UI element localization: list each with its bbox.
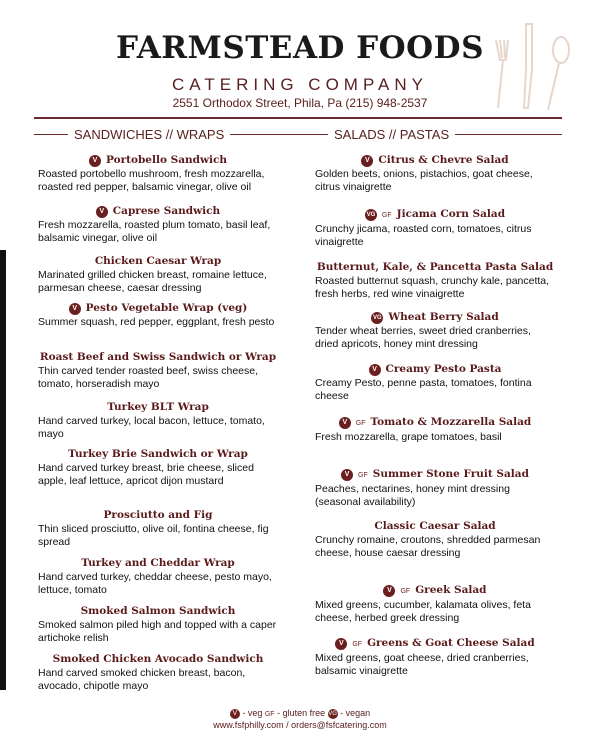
menu-item-name: Turkey and Cheddar Wrap — [81, 557, 235, 569]
menu-item-name: Tomato & Mozzarella Salad — [370, 416, 532, 428]
menu-item — [315, 261, 555, 301]
menu-item-title — [315, 584, 555, 598]
menu-item-title — [38, 205, 278, 218]
menu-item-title — [38, 401, 278, 414]
gf-badge: GF — [264, 711, 275, 718]
menu-item-name: Greens & Goat Cheese Salad — [367, 637, 535, 649]
menu-item-title — [38, 255, 278, 268]
menu-item-description: Roasted butternut squash, crunchy kale, pancetta, fresh herbs, red wine vinaigrette — [315, 275, 550, 300]
menu-item-name: Pesto Vegetable Wrap (veg) — [85, 302, 248, 314]
menu-item-title — [315, 154, 555, 167]
menu-item-description: Crunchy jicama, roasted corn, tomatoes, citrus vinaigrette — [315, 223, 532, 248]
menu-item-title — [315, 468, 555, 482]
menu-item — [38, 351, 278, 391]
menu-item-description: Summer squash, red pepper, eggplant, fresh pesto — [38, 316, 275, 328]
menu-item-description: Marinated grilled chicken breast, romaine lettuce, parmesan cheese, caesar dressing — [38, 269, 267, 294]
vegan-badge-icon: VG — [371, 312, 383, 324]
menu-item-description: Smoked salmon piled high and topped with a caper artichoke relish — [38, 619, 277, 644]
menu-item-name: Butternut, Kale, & Pancetta Pasta Salad — [316, 261, 554, 273]
veg-badge-icon: V — [96, 206, 108, 218]
contact-info: www.fsfphilly.com / orders@fsfcatering.com — [213, 720, 387, 730]
divider — [34, 134, 68, 135]
vegan-badge-icon: VG — [328, 711, 337, 717]
gluten-free-tag: GF — [358, 472, 368, 479]
gluten-free-tag: GF — [381, 212, 392, 219]
gluten-free-tag: GF — [352, 641, 363, 648]
menu-item — [315, 637, 555, 678]
menu-item-name: Roast Beef and Swiss Sandwich or Wrap — [39, 351, 277, 363]
company-subtitle: CATERING COMPANY — [172, 75, 428, 94]
menu-item — [315, 363, 555, 403]
section-title: SANDWICHES // WRAPS — [74, 127, 225, 142]
veg-badge-icon: V — [339, 417, 351, 429]
divider — [455, 134, 562, 135]
menu-item-title — [38, 605, 278, 618]
menu-item-description: Tender wheat berries, sweet dried cranberries, dried apricots, honey mint dressing — [315, 325, 531, 350]
veg-badge-icon: V — [341, 469, 353, 481]
menu-item-title — [315, 416, 555, 430]
menu-item-name: Jicama Corn Salad — [396, 208, 506, 220]
section-salads-header — [298, 127, 562, 142]
veg-badge-icon: V — [89, 155, 101, 167]
veg-badge-icon: V — [230, 709, 240, 719]
menu-item-title — [38, 509, 278, 522]
menu-item — [38, 154, 278, 194]
menu-item — [315, 520, 555, 560]
menu-item-title — [315, 208, 555, 222]
veg-badge-icon: V — [369, 364, 381, 376]
menu-item-title — [315, 311, 555, 324]
menu-item-name: Prosciutto and Fig — [103, 509, 213, 521]
menu-item-title — [315, 520, 555, 533]
menu-item-title — [38, 448, 278, 461]
menu-item — [315, 584, 555, 625]
legend-veg: - veg — [239, 708, 265, 718]
menu-item — [38, 605, 278, 645]
menu-item — [38, 509, 278, 549]
menu-item-description: Golden beets, onions, pistachios, goat cheese, citrus vinaigrette — [315, 168, 533, 193]
header-divider — [34, 117, 562, 119]
menu-item — [38, 302, 278, 329]
menu-item — [38, 448, 278, 488]
veg-badge-icon: V — [361, 155, 373, 167]
menu-item-title — [38, 557, 278, 570]
menu-item-description: Hand carved turkey breast, brie cheese, sliced apple, leaf lettuce, apricot dijon mustard — [38, 462, 254, 487]
veg-badge-icon: V — [383, 585, 395, 597]
menu-item-description: Fresh mozzarella, grape tomatoes, basil — [315, 431, 502, 443]
legend-vegan: - vegan — [337, 708, 371, 718]
menu-item — [38, 401, 278, 441]
page-edge — [0, 250, 6, 690]
menu-item-description: Thin sliced prosciutto, olive oil, fontina cheese, fig spread — [38, 523, 269, 548]
legend-gf: - gluten free — [274, 708, 328, 718]
menu-item-description: Fresh mozzarella, roasted plum tomato, basil leaf, balsamic vinegar, olive oil — [38, 219, 271, 244]
menu-item — [315, 416, 555, 444]
menu-item — [38, 653, 278, 693]
menu-item-name: Caprese Sandwich — [112, 205, 221, 217]
dietary-legend — [0, 708, 600, 720]
menu-item-name: Turkey Brie Sandwich or Wrap — [68, 448, 248, 460]
footer — [0, 708, 600, 731]
veg-badge-icon: V — [335, 638, 347, 650]
menu-item — [315, 468, 555, 509]
menu-item — [315, 311, 555, 351]
menu-item-name: Turkey BLT Wrap — [107, 401, 209, 413]
company-address: 2551 Orthodox Street, Phila, Pa (215) 948-2537 — [172, 96, 428, 110]
menu-item-title — [315, 637, 555, 651]
menu-item-title — [38, 653, 278, 666]
menu-item-name: Portobello Sandwich — [105, 154, 228, 166]
menu-item-title — [38, 154, 278, 167]
menu-item-name: Smoked Chicken Avocado Sandwich — [52, 653, 264, 665]
menu-item-description: Mixed greens, cucumber, kalamata olives, feta cheese, herbed greek dressing — [315, 599, 531, 624]
menu-item-description: Hand carved turkey, local bacon, lettuce, tomato, mayo — [38, 415, 265, 440]
veg-badge-icon: V — [69, 303, 81, 315]
menu-item-title — [38, 351, 278, 364]
divider — [230, 134, 298, 135]
menu-item-description: Crunchy romaine, croutons, shredded parmesan cheese, house caesar dressing — [315, 534, 541, 559]
menu-item-name: Smoked Salmon Sandwich — [80, 605, 236, 617]
menu-item — [38, 557, 278, 597]
gluten-free-tag: GF — [400, 588, 411, 595]
menu-item-description: Hand carved smoked chicken breast, bacon, avocado, chipotle mayo — [38, 667, 246, 692]
menu-item-name: Wheat Berry Salad — [388, 311, 499, 323]
menu-item-name: Chicken Caesar Wrap — [94, 255, 222, 267]
menu-item-description: Peaches, nectarines, honey mint dressing (seasonal availability) — [315, 483, 510, 508]
menu-item-name: Greek Salad — [415, 584, 487, 596]
gluten-free-tag: GF — [355, 420, 366, 427]
menu-item — [315, 154, 555, 194]
section-sandwiches-header — [34, 127, 298, 142]
menu-item-description: Thin carved tender roasted beef, swiss cheese, tomato, horseradish mayo — [38, 365, 259, 390]
divider — [298, 134, 328, 135]
menu-item-description: Mixed greens, goat cheese, dried cranberries, balsamic vinaigrette — [315, 652, 529, 677]
menu-item — [315, 208, 555, 249]
menu-item-title — [315, 261, 555, 274]
menu-item-description: Roasted portobello mushroom, fresh mozzarella, roasted red pepper, balsamic vinegar, olive oil — [38, 168, 265, 193]
menu-item-title — [38, 302, 278, 315]
vegan-badge-icon: VG — [365, 209, 377, 221]
menu-item-title — [315, 363, 555, 376]
menu-item-description: Creamy Pesto, penne pasta, tomatoes, fontina cheese — [315, 377, 532, 402]
menu-item-description: Hand carved turkey, cheddar cheese, pesto mayo, lettuce, tomato — [38, 571, 272, 596]
menu-item-name: Summer Stone Fruit Salad — [372, 468, 529, 480]
menu-item-name: Creamy Pesto Pasta — [385, 363, 502, 375]
company-title: FARMSTEAD FOODS — [116, 30, 484, 66]
section-title: SALADS // PASTAS — [334, 127, 450, 142]
menu-item-name: Classic Caesar Salad — [374, 520, 496, 532]
menu-item — [38, 205, 278, 245]
menu-item — [38, 255, 278, 295]
menu-item-name: Citrus & Chevre Salad — [378, 154, 509, 166]
